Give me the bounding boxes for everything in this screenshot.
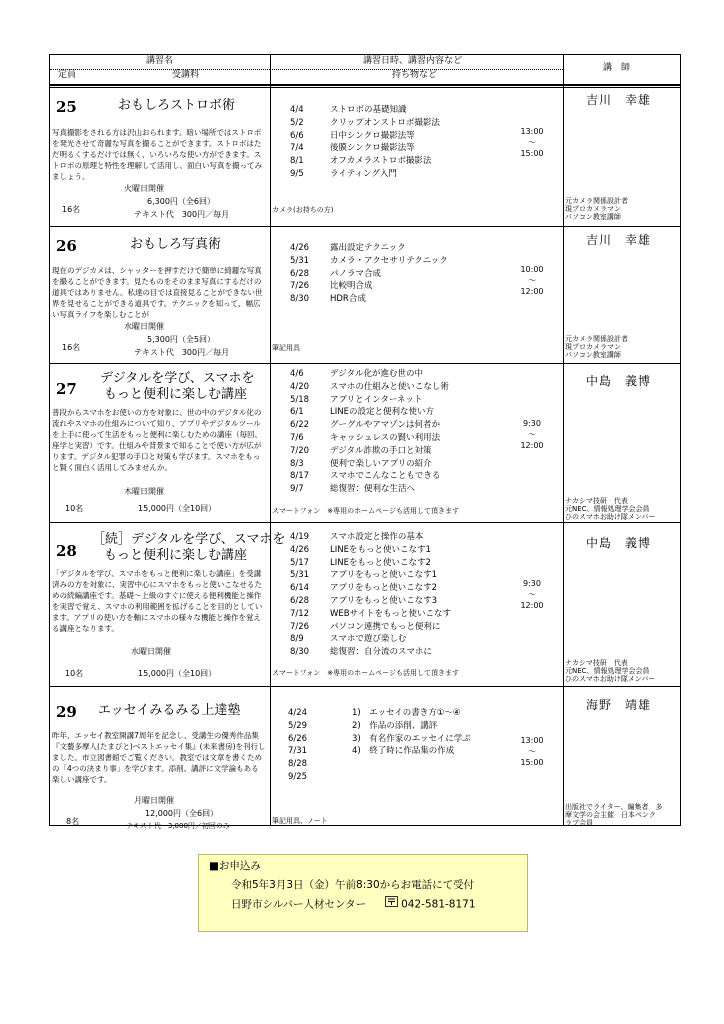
course-capacity: 8名 <box>66 817 80 826</box>
course-description: 写真撮影をされる方は沢山おられます。暗い場所ではストロボを発光させて奇麗な写真を撮ることができます。ストロボはただ明るくするだけでは無く、いろいろな使い方ができます。ストロボの原理と特性を理解して活用し、面白い写真を撮ってみましょう。 <box>52 128 262 181</box>
course-fee: 12,000円（全6回） <box>145 809 219 818</box>
course-text-fee: テキスト代 300円／毎月 <box>134 210 230 219</box>
course-description: 昨年、エッセイ教室開講7周年を記念し、受講生の優秀作品集『文藝多摩人(たまびと)ベストエッセイ集』(未来書房)を刊行しました。市立図書館でご覧ください。教室では文章を書くための「4つの決まり事」を学びます。添削、講評に文学論もある楽しい講座です。 <box>52 731 266 784</box>
course-belongings: 筆記用具、ノート <box>272 817 328 825</box>
instructor-name: 吉川 幸雄 <box>586 93 652 107</box>
instructor-name: 中島 義博 <box>586 374 652 388</box>
course-capacity: 16名 <box>62 205 81 214</box>
course-time: 9:30 ～ 12:00 <box>520 419 544 450</box>
application-contact <box>231 895 476 915</box>
organization-name: 日野市シルバー人材センター <box>231 898 367 911</box>
course-fee: 5,300円（全5回） <box>147 335 215 344</box>
course-capacity: 10名 <box>65 504 84 513</box>
application-reception: 令和5年3月3日（金）午前8:30からお電話にて受付 <box>231 879 475 891</box>
course-title: エッセイみるみる上達塾 <box>98 703 241 718</box>
course-number: 26 <box>56 237 77 255</box>
course-day: 月曜日開催 <box>134 796 174 805</box>
session-dates: 4/24 5/29 6/26 7/31 8/28 9/25 <box>288 708 308 782</box>
course-time: 13:00 ～ 15:00 <box>520 127 544 158</box>
course-description: 普段からスマホをお使いの方を対象に、世の中のデジタル化の流れやスマホの仕組みについて知り、アプリやデジタルツールを上手に使って生活をもっと便利に楽しむための講座（毎回、座学と実習）です。仕組みや背景まで知ることで使い方が広がります。デジタル犯罪の手口と対策も学びます。スマホをもっと賢く面白く活用してみませんか。 <box>52 408 262 472</box>
course-time: 13:00 ～ 15:00 <box>520 736 544 767</box>
course-belongings: 筆記用具 <box>272 344 300 352</box>
session-dates: 4/26 5/31 6/28 7/26 8/30 <box>290 243 310 305</box>
course-number: 28 <box>56 542 77 560</box>
instructor-name: 海野 靖雄 <box>586 698 652 712</box>
course-time: 9:30 ～ 12:00 <box>520 579 544 610</box>
course-title-line1: ［続］デジタルを学び、スマホを <box>92 532 286 547</box>
course-day: 水曜日開催 <box>124 322 164 331</box>
course-belongings: スマートフォン ※専用のホームページも活用して頂きます <box>272 669 460 677</box>
session-dates: 4/4 5/2 6/6 7/4 8/1 9/5 <box>290 105 304 179</box>
course-title: おもしろ写真術 <box>130 237 222 252</box>
phone-number[interactable]: 042-581-8171 <box>401 898 476 911</box>
course-text-fee: テキスト代 3,000円／初回のみ <box>126 822 230 830</box>
instructor-profile: 元カメラ関係設計者 現プロカメラマン パソコン教室講師 <box>565 197 628 221</box>
instructor-name: 中島 義博 <box>586 536 652 550</box>
course-text-fee: テキスト代 300円／毎月 <box>134 348 230 357</box>
header-belongings: 持ち物など <box>392 70 438 80</box>
course-capacity: 10名 <box>65 669 84 678</box>
header-capacity: 定員 <box>58 70 77 80</box>
course-fee: 15,000円（全10回） <box>138 504 217 513</box>
course-description: 「デジタルを学び、スマホをもっと便利に楽しむ講座」を受講済みの方を対象に、実習中心にスマホをもっと使いこなせるための続編講座です。基礎～上級のすぐに使える便利機能と操作を実習で覚え、スマホの利用範囲を拡げることを目的としています。アプリの使い方を軸にスマホの様々な機能と操作を覚える講座となります。 <box>52 569 263 633</box>
header-instructor: 講 師 <box>603 63 631 73</box>
course-title-line2: もっと便利に楽しむ講座 <box>104 387 248 402</box>
instructor-profile: 元カメラ関係設計者 現プロカメラマン パソコン教室講師 <box>565 335 628 359</box>
course-time: 10:00 ～ 12:00 <box>520 265 544 296</box>
course-number: 27 <box>56 380 77 398</box>
instructor-profile: ナカシマ技研 代表 元NEC、情報処理学会会員 ひのスマホお助け隊メンバー <box>565 659 656 683</box>
header-fee: 受講料 <box>172 70 200 80</box>
session-topics: ストロボの基礎知識 クリップオンストロボ撮影法 日中シンクロ撮影法等 後膜シンクロ撮影法等 オフカメラストロボ撮影法 ライティング入門 <box>330 105 440 179</box>
application-heading: ■お申込み <box>209 860 261 872</box>
application-box <box>198 854 528 932</box>
instructor-profile: 出版社でライター、編集者 多 摩文学の会主催 日本ペンク ラブ会員 <box>565 803 663 827</box>
session-dates: 4/19 4/26 5/17 5/31 6/14 6/28 7/12 7/26 8/9 8/30 <box>290 532 310 658</box>
course-description: 現在のデジカメは、シャッターを押すだけで簡単に綺麗な写真を撮ることができます。見たものをそのまま写真にするだけの道具ではありません。私達の目では直接見ることができない世界を見せることができる道具です。テクニックを知って、幅広い写真ライフを楽しむことが <box>52 266 263 318</box>
course-day: 水曜日開催 <box>131 647 171 656</box>
instructor-profile: ナカシマ技研 代表 元NEC、情報処理学会会員 ひのスマホお助け隊メンバー <box>565 497 656 521</box>
instructor-name: 吉川 幸雄 <box>586 233 652 247</box>
header-course-name: 講習名 <box>146 56 174 66</box>
course-belongings: カメラ(お持ちの方) <box>272 206 334 214</box>
session-topics: デジタル化が進む世の中 スマホの仕組みと使いこなし術 アプリとインターネット LINEの設定と便利な使い方 グーグルやアマゾンは何者か キャッシュレスの賢い利用法 デジタル詐欺の手口と対策 便利で楽しいアプリの紹介 スマホでこんなこともできる 総復習：便利な生活へ <box>330 369 449 495</box>
course-belongings: スマートフォン ※専用のホームページも活用して頂きます <box>272 507 460 515</box>
course-number: 29 <box>56 703 77 721</box>
course-title: おもしろストロボ術 <box>118 98 236 113</box>
session-topics: スマホ設定と操作の基本 LINEをもっと使いこなす1 LINEをもっと使いこなす2 アプリをもっと使いこなす1 アプリをもっと使いこなす2 アプリをもっと使いこなす3 WEBサイトをもっと使いこなす パソコン連携でもっと便利に スマホで遊び楽しむ 総復習：自分流のスマホに <box>330 532 452 658</box>
session-dates: 4/6 4/20 5/18 6/1 6/22 7/6 7/20 8/3 8/17 9/7 <box>290 369 310 495</box>
course-title-line1: デジタルを学び、スマホを <box>100 371 255 386</box>
course-number: 25 <box>56 98 77 116</box>
course-capacity: 16名 <box>62 343 81 352</box>
course-fee: 6,300円（全6回） <box>147 197 215 206</box>
course-day: 火曜日開催 <box>124 184 164 193</box>
session-topics: 露出設定テクニック カメラ・アクセサリテクニック パノラマ合成 比較明合成 HDR合成 <box>330 243 448 305</box>
course-day: 木曜日開催 <box>124 487 164 496</box>
phone-icon <box>385 895 398 914</box>
header-schedule: 講習日時、講習内容など <box>363 56 463 66</box>
session-topics: 1) エッセイの書き方①～④ 2) 作品の添削、講評 3) 有名作家のエッセイに学ぶ 4) 終了時に作品集の作成 <box>352 708 471 757</box>
course-fee: 15,000円（全10回） <box>138 669 217 678</box>
course-title-line2: もっと便利に楽しむ講座 <box>104 548 248 563</box>
